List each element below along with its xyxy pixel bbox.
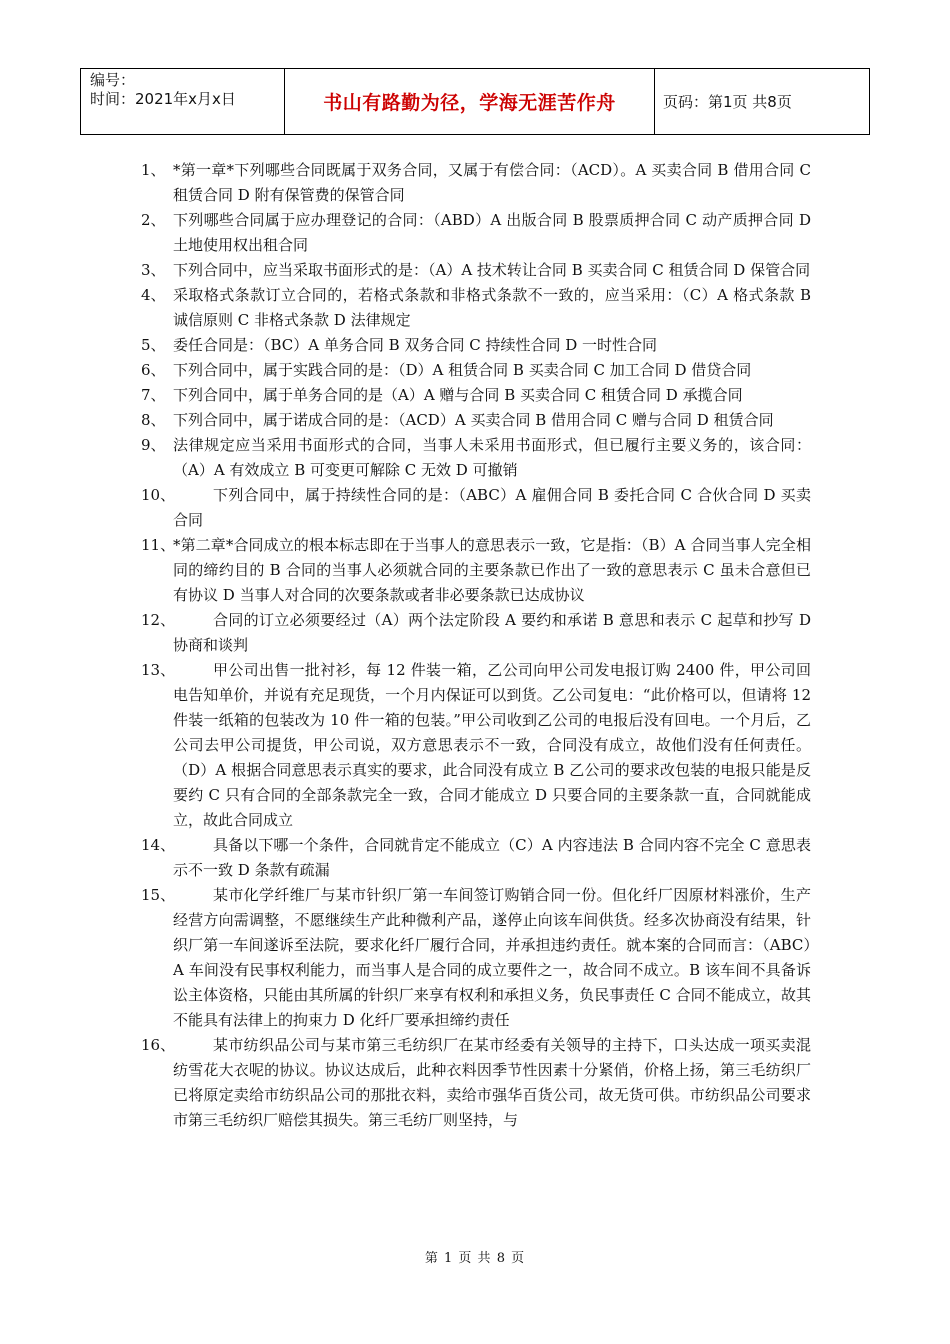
question-item bbox=[141, 283, 811, 333]
question-text: *第二章*合同成立的根本标志即在于当事人的意思表示一致，它是指：（B）A 合同当事人完全相同的缔约目的 B 合同的当事人必须就合同的主要条款已作出了一致的意思表示 C 虽未合意但已有协议 D 当事人对合同的次要条款或者非必要条款已达成协议 bbox=[173, 536, 811, 604]
question-number: 6、 bbox=[141, 361, 166, 379]
header-motto: 书山有路勤为径，学海无涯苦作舟 bbox=[285, 69, 655, 134]
question-text: 下列合同中，属于持续性合同的是：（ABC）A 雇佣合同 B 委托合同 C 合伙合同 D 买卖合同 bbox=[173, 486, 811, 529]
question-item bbox=[141, 383, 811, 408]
question-number: 7、 bbox=[141, 386, 166, 404]
header-number-label: 编号： bbox=[90, 71, 136, 89]
question-number: 10、 bbox=[141, 486, 176, 504]
question-item bbox=[141, 333, 811, 358]
question-number: 15、 bbox=[141, 886, 176, 904]
question-text: *第一章*下列哪些合同既属于双务合同，又属于有偿合同：（ACD）。A 买卖合同 B 借用合同 C 租赁合同 D 附有保管费的保管合同 bbox=[173, 161, 811, 204]
question-number: 5、 bbox=[141, 336, 166, 354]
header-date-label: 时间：2021年x月x日 bbox=[90, 90, 236, 108]
question-item bbox=[141, 533, 811, 608]
page-header bbox=[80, 68, 870, 135]
question-item bbox=[141, 1033, 811, 1133]
question-text: 下列合同中，应当采取书面形式的是：（A）A 技术转让合同 B 买卖合同 C 租赁合同 D 保管合同 bbox=[173, 261, 811, 279]
question-number: 8、 bbox=[141, 411, 166, 429]
question-number: 13、 bbox=[141, 661, 176, 679]
question-list bbox=[141, 158, 811, 1133]
question-item bbox=[141, 158, 811, 208]
page-footer: 第 1 页 共 8 页 bbox=[424, 1251, 526, 1266]
question-text: 合同的订立必须要经过（A）两个法定阶段 A 要约和承诺 B 意思和表示 C 起草和抄写 D 协商和谈判 bbox=[173, 611, 811, 654]
question-text: 甲公司出售一批衬衫，每 12 件装一箱，乙公司向甲公司发电报订购 2400 件，甲公司回电告知单价，并说有充足现货，一个月内保证可以到货。乙公司复电：“此价格可以，但请将 12 件装一纸箱的包装改为 10 件一箱的包装。”甲公司收到乙公司的电报后没有回电。一个月后，乙公司去甲公司提货，甲公司说，双方意思表示不一致，合同没有成立，故他们没有任何责任。（D）A 根据合同意思表示真实的要求，此合同没有成立 B 乙公司的要求改包装的电报只能是反要约 C 只有合同的全部条款完全一致，合同才能成立 D 只要合同的主要条款一直，合同就能成立，故此合同成立 bbox=[173, 661, 811, 829]
question-number: 3、 bbox=[141, 261, 166, 279]
question-number: 14、 bbox=[141, 836, 176, 854]
question-text: 某市化学纤维厂与某市针织厂第一车间签订购销合同一份。但化纤厂因原材料涨价，生产经营方向需调整，不愿继续生产此种微利产品，遂停止向该车间供货。经多次协商没有结果，针织厂第一车间遂诉至法院，要求化纤厂履行合同，并承担违约责任。就本案的合同而言：（ABC）A 车间没有民事权利能力，而当事人是合同的成立要件之一，故合同不成立。B 该车间不具备诉讼主体资格，只能由其所属的针织厂来享有权利和承担义务，负民事责任 C 合同不能成立，故其不能具有法律上的拘束力 D 化纤厂要承担缔约责任 bbox=[173, 886, 811, 1029]
question-text: 某市纺织品公司与某市第三毛纺织厂在某市经委有关领导的主持下，口头达成一项买卖混纺雪花大衣呢的协议。协议达成后，此种衣料因季节性因素十分紧俏，价格上扬，第三毛纺织厂已将原定卖给市纺织品公司的那批衣料，卖给市强华百货公司，故无货可供。市纺织品公司要求市第三毛纺织厂赔偿其损失。第三毛纺厂则坚持，与 bbox=[173, 1036, 811, 1129]
question-item bbox=[141, 208, 811, 258]
header-page-label: 页码：第1页 共8页 bbox=[663, 93, 792, 111]
question-text: 具备以下哪一个条件，合同就肯定不能成立（C）A 内容违法 B 合同内容不完全 C 意思表示不一致 D 条款有疏漏 bbox=[173, 836, 811, 879]
question-text: 下列哪些合同属于应办理登记的合同：（ABD）A 出版合同 B 股票质押合同 C 动产质押合同 D 土地使用权出租合同 bbox=[173, 211, 811, 254]
question-number: 4、 bbox=[141, 286, 166, 304]
question-text: 采取格式条款订立合同的，若格式条款和非格式条款不一致的，应当采用：（C）A 格式条款 B 诚信原则 C 非格式条款 D 法律规定 bbox=[173, 286, 811, 329]
question-number: 9、 bbox=[141, 436, 166, 454]
question-number: 2、 bbox=[141, 211, 166, 229]
question-number: 12、 bbox=[141, 611, 176, 629]
question-number: 1、 bbox=[141, 161, 166, 179]
question-item bbox=[141, 358, 811, 383]
question-item bbox=[141, 658, 811, 833]
question-number: 11、 bbox=[141, 536, 176, 554]
question-text: 下列合同中，属于诺成合同的是：（ACD）A 买卖合同 B 借用合同 C 赠与合同 D 租赁合同 bbox=[173, 411, 774, 429]
question-item bbox=[141, 433, 811, 483]
question-item bbox=[141, 833, 811, 883]
question-item bbox=[141, 258, 811, 283]
question-number: 16、 bbox=[141, 1036, 176, 1054]
question-text: 下列合同中，属于实践合同的是：（D）A 租赁合同 B 买卖合同 C 加工合同 D 借贷合同 bbox=[173, 361, 752, 379]
question-item bbox=[141, 408, 811, 433]
question-text: 委任合同是：（BC）A 单务合同 B 双务合同 C 持续性合同 D 一时性合同 bbox=[173, 336, 658, 354]
header-meta bbox=[81, 69, 285, 134]
question-text: 法律规定应当采用书面形式的合同，当事人未采用书面形式，但已履行主要义务的，该合同：（A）A 有效成立 B 可变更可解除 C 无效 D 可撤销 bbox=[173, 436, 811, 479]
question-item bbox=[141, 608, 811, 658]
question-text: 下列合同中，属于单务合同的是（A）A 赠与合同 B 买卖合同 C 租赁合同 D 承揽合同 bbox=[173, 386, 743, 404]
question-item bbox=[141, 483, 811, 533]
question-item bbox=[141, 883, 811, 1033]
